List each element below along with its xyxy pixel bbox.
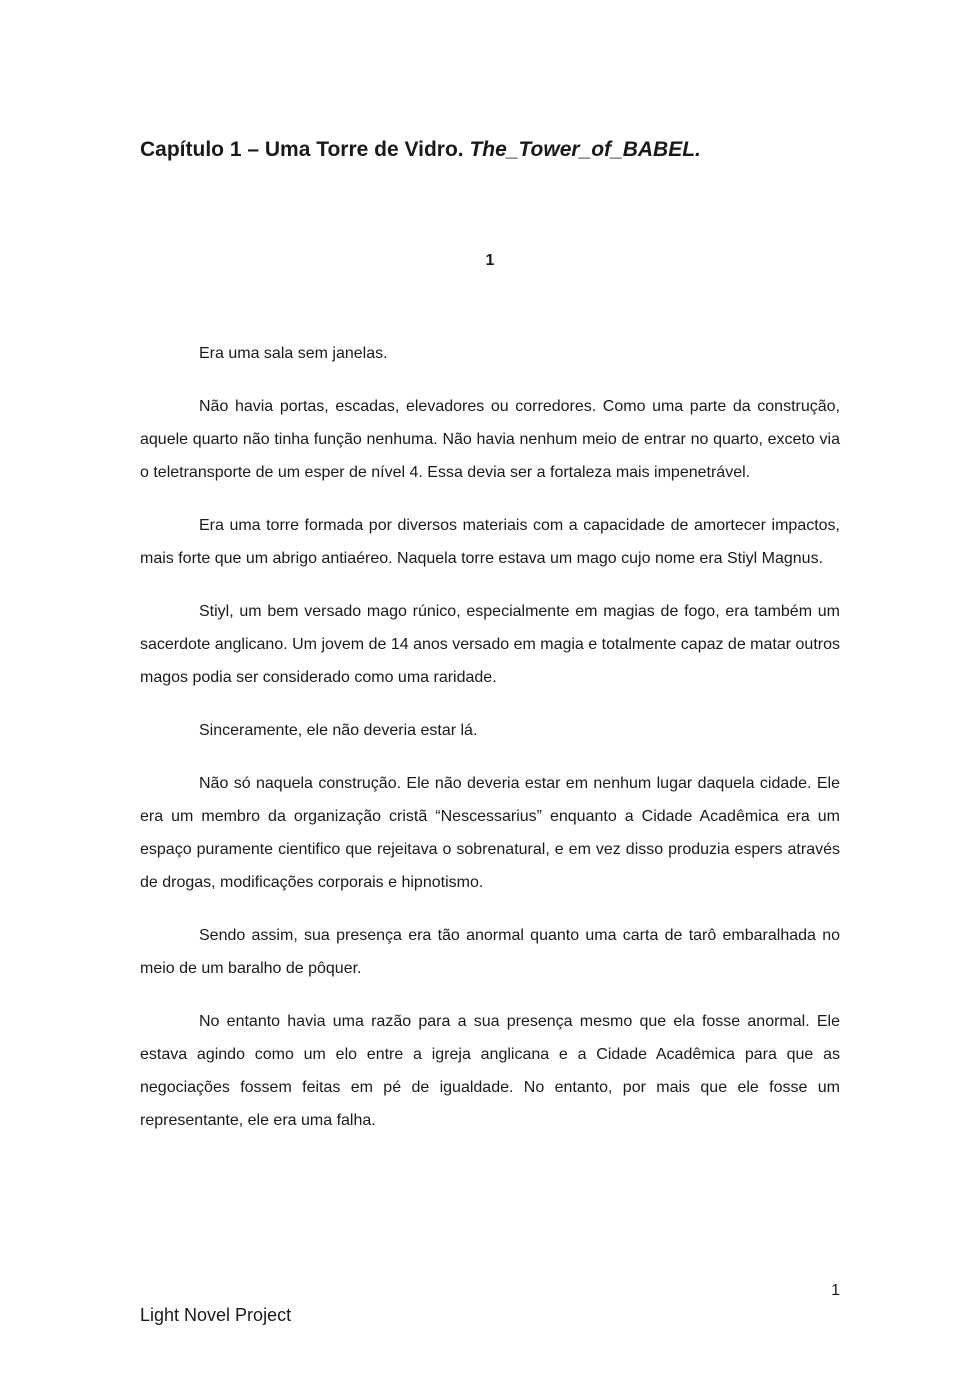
- paragraph: Sinceramente, ele não deveria estar lá.: [199, 722, 478, 739]
- chapter-title-italic: The_Tower_of_BABEL.: [469, 138, 701, 161]
- page-number: 1: [831, 1282, 840, 1299]
- section-number: 1: [485, 252, 495, 269]
- paragraph: Era uma torre formada por diversos materiais com a capacidade de amortecer impactos, mais forte que um abrigo antiaéreo. Naquela torre estava um mago cujo nome era Stiyl Magnus.: [140, 517, 840, 567]
- paragraph: Não havia portas, escadas, elevadores ou corredores. Como uma parte da construção, aquele quarto não tinha função nenhuma. Não havia nenhum meio de entrar no quarto, exceto via o teletransporte de um esper de nível 4. Essa devia ser a fortaleza mais impenetrável.: [140, 398, 840, 481]
- paragraph: Stiyl, um bem versado mago rúnico, especialmente em magias de fogo, era também um sacerdote anglicano. Um jovem de 14 anos versado em magia e totalmente capaz de matar outros magos podia ser considerado como uma raridade.: [140, 603, 840, 686]
- paragraph: No entanto havia uma razão para a sua presença mesmo que ela fosse anormal. Ele estava agindo como um elo entre a igreja anglicana e a Cidade Acadêmica para que as negociações fossem feitas em pé de igualdade. No entanto, por mais que ele fosse um representante, ele era uma falha.: [140, 1013, 840, 1129]
- paragraph: Era uma sala sem janelas.: [199, 345, 388, 362]
- paragraph: Não só naquela construção. Ele não deveria estar em nenhum lugar daquela cidade. Ele era um membro da organização cristã “Nescessarius” enquanto a Cidade Acadêmica era um espaço puramente cientifico que rejeitava o sobrenatural, e em vez disso produzia espers através de drogas, modificações corporais e hipnotismo.: [140, 775, 840, 891]
- paragraph: Sendo assim, sua presença era tão anormal quanto uma carta de tarô embaralhada no meio de um baralho de pôquer.: [140, 927, 840, 977]
- body-text: [140, 337, 840, 1157]
- chapter-title: [140, 138, 701, 162]
- footer-text: Light Novel Project: [140, 1305, 292, 1325]
- chapter-title-prefix: Capítulo 1 – Uma Torre de Vidro.: [140, 138, 464, 161]
